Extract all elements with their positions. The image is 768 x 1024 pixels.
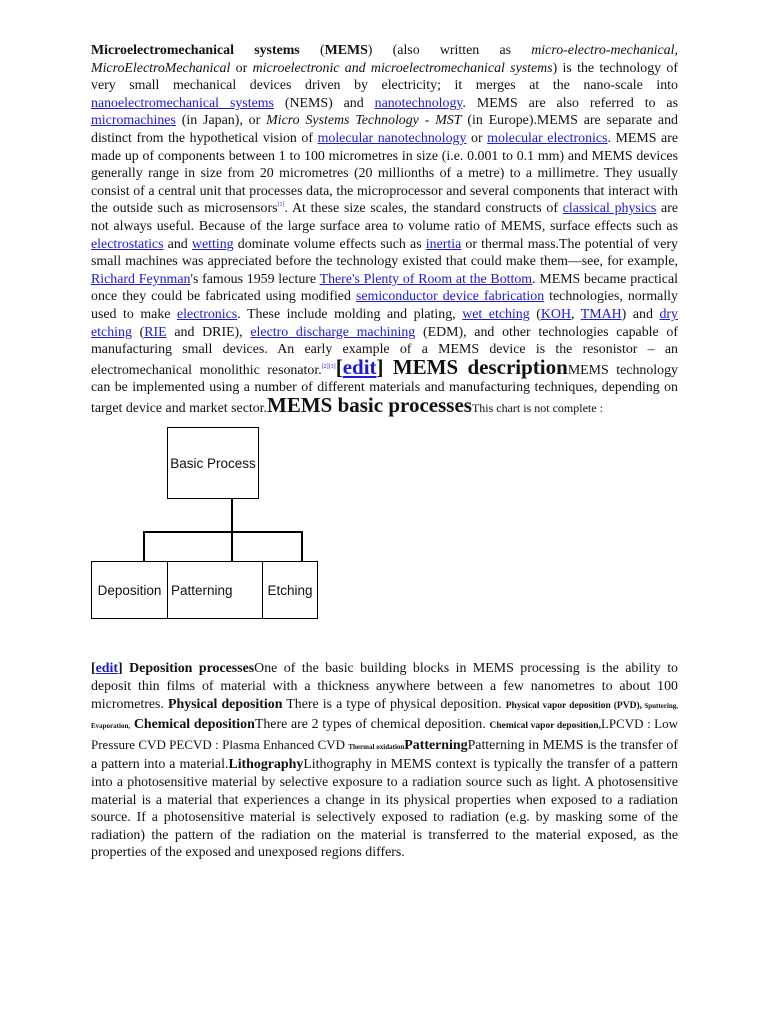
term-cvd: Chemical vapor deposition, [489, 721, 601, 732]
edit-link-description: [edit] [335, 354, 384, 379]
diagram-connector [231, 531, 233, 561]
link-molecular-nanotechnology[interactable]: molecular nanotechnology [317, 130, 467, 146]
heading-physical-deposition: Physical deposition [167, 696, 283, 712]
section-heading-mems-basic-processes: MEMS basic processes [267, 392, 472, 417]
diagram-node-patterning: Patterning [167, 561, 263, 619]
diagram-connector [143, 531, 302, 533]
diagram-connector [301, 531, 303, 561]
edit-link-deposition: [edit] [91, 661, 123, 677]
term-mems-full: Microelectromechanical systems [91, 43, 300, 58]
link-richard-feynman[interactable]: Richard Feynman [91, 271, 191, 287]
link-classical-physics[interactable]: classical physics [562, 201, 657, 217]
heading-lithography: Lithography [228, 757, 304, 773]
term-mems-abbr: MEMS [324, 43, 368, 58]
link-dry-etching[interactable]: dry etching [91, 306, 678, 340]
link-koh[interactable]: KOH [540, 306, 571, 322]
link-edm[interactable]: electro discharge machining [250, 324, 416, 340]
term-thermal-oxidation: Thermal oxidation [348, 742, 405, 751]
heading-patterning: Patterning [404, 737, 468, 753]
term-pvd: Physical vapor deposition (PVD), [505, 700, 642, 711]
link-inertia[interactable]: inertia [425, 236, 462, 252]
diagram-connector [231, 499, 233, 531]
basic-process-diagram [91, 427, 678, 652]
term-sputtering: Sputtering, [641, 701, 678, 710]
link-nems[interactable]: nanoelectromechanical systems [91, 95, 274, 111]
term-evaporation: Evaporation, [91, 722, 131, 731]
reference-2-3[interactable]: [2][3] [321, 363, 336, 370]
link-semiconductor-fabrication[interactable]: semiconductor device fabrication [355, 289, 545, 305]
intro-paragraph: Microelectromechanical systems (MEMS) (also written as micro-electro-mechanical, MicroElectroMechanical or microelectronic and microelectromechanical systems) is the technology of very small mechanical devices driven by electricity; it merges at the nano-scale into nanoelectromechanical systems (NEMS) and nanotechnology. MEMS are also referred to as micromachines (in Japan), or Micro Systems Technology - MST (in Europe).MEMS are separate and distinct from the hypothetical vision of molecular nanotechnology or molecular electronics. MEMS are made up of components between 1 to 100 micrometres in size (i.e. 0.001 to 0.1 mm) and MEMS devices generally range in size from 20 micrometres (20 millionths of a metre) to a millimetre. They usually consist of a central unit that processes data, the microprocessor and several components that interact with the outside such as microsensors[1]. At these size scales, the standard constructs of classical physics are not always useful. Because of the large surface area to volume ratio of MEMS, surface effects such as electrostatics and wetting dominate volume effects such as inertia or thermal mass.The potential of very small machines was appreciated before the technology existed that could make them—see, for example, Richard Feynman's famous 1959 lecture There's Plenty of Room at the Bottom. MEMS became practical once they could be fabricated using modified semiconductor device fabrication technologies, normally used to make electronics. These include molding and plating, wet etching (KOH, TMAH) and dry etching (RIE and DRIE), electro discharge machining (EDM), and other technologies capable of manufacturing small devices. An early example of a MEMS device is the resonistor – an electromechanical monolithic resonator.[2][3][edit] MEMS descriptionMEMS technology can be implemented using a number of different materials and manufacturing techniques, depending on target device and market sector.MEMS basic processesThis chart is not complete : [91, 43, 679, 417]
link-tmah[interactable]: TMAH [580, 306, 622, 322]
chart-note: This chart is not complete : [471, 400, 603, 415]
link-rie[interactable]: RIE [144, 324, 167, 340]
diagram-node-deposition: Deposition [91, 561, 168, 619]
edit-link[interactable]: edit [342, 354, 377, 379]
link-electrostatics[interactable]: electrostatics [91, 236, 164, 252]
article-page [91, 42, 678, 862]
section-heading-deposition: Deposition processes [122, 661, 255, 677]
diagram-connector [143, 531, 145, 561]
reference-1[interactable]: [1] [277, 202, 285, 209]
link-molecular-electronics[interactable]: molecular electronics [487, 130, 608, 146]
deposition-paragraph: [edit] Deposition processesOne of the basic building blocks in MEMS processing is the ability to deposit thin films of material with a thickness anywhere between a few nanometres to about 100 micrometres. Physical deposition There is a type of physical deposition. Physical vapor deposition (PVD), Sputtering, Evaporation, Chemical depositionThere are 2 types of chemical deposition. Chemical vapor deposition,LPCVD : Low Pressure CVD PECVD : Plasma Enhanced CVD Thermal oxidationPatterningPatterning in MEMS is the transfer of a pattern into a material.LithographyLithography in MEMS context is typically the transfer of a pattern into a photosensitive material by selective exposure to a radiation source such as light. A photosensitive material is a material that experiences a change in its physical properties when exposed to a radiation source. If a photosensitive material is selectively exposed to radiation (e.g. by masking some of the radiation) the pattern of the radiation on the material is transferred to the material exposed, as the properties of the exposed and unexposed regions differs. [91, 661, 679, 861]
link-wetting[interactable]: wetting [191, 236, 234, 252]
link-wet-etching[interactable]: wet etching [462, 306, 530, 322]
diagram-node-etching: Etching [262, 561, 318, 619]
heading-chemical-deposition: Chemical deposition [133, 717, 255, 733]
section-heading-mems-description: MEMS description [383, 354, 568, 379]
edit-link[interactable]: edit [95, 661, 119, 677]
diagram-node-basic-process: Basic Process [167, 427, 259, 499]
link-electronics[interactable]: electronics [177, 306, 238, 322]
link-nanotechnology[interactable]: nanotechnology [374, 95, 463, 111]
link-micromachines[interactable]: micromachines [91, 113, 176, 129]
link-plenty-of-room[interactable]: There's Plenty of Room at the Bottom [319, 271, 533, 287]
